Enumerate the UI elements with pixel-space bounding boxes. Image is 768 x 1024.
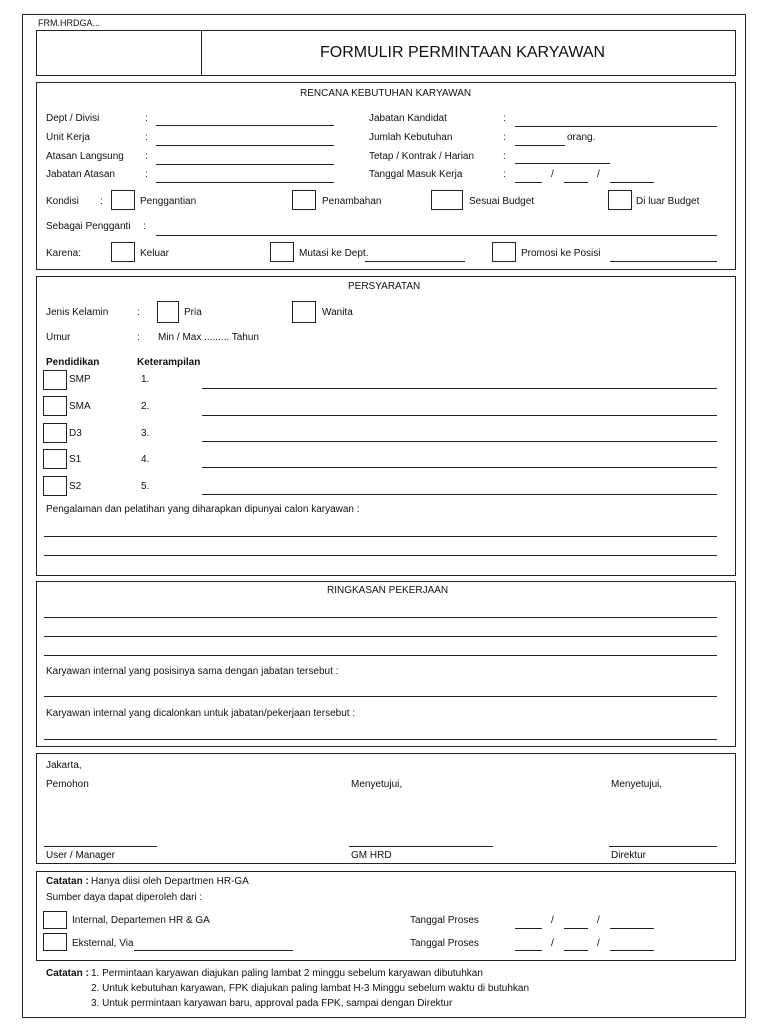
keterampilan-heading: Keterampilan	[137, 357, 201, 368]
pemohon-label: Pemohon	[46, 779, 89, 790]
tanggal-masuk-label: Tanggal Masuk Kerja	[369, 169, 463, 180]
karena-option-label: Promosi ke Posisi	[521, 248, 601, 259]
colon: :	[145, 113, 148, 124]
keterampilan-field-5[interactable]	[202, 494, 717, 495]
colon: :	[503, 151, 506, 162]
mutasi-dept-field[interactable]	[365, 261, 465, 262]
keterampilan-field-3[interactable]	[202, 441, 717, 442]
atasan-field[interactable]	[156, 164, 334, 165]
jabatan-kandidat-field[interactable]	[515, 126, 717, 127]
colon: :	[145, 169, 148, 180]
pengganti-field[interactable]	[156, 235, 717, 236]
date-separator: /	[551, 938, 554, 949]
colon: :	[143, 221, 146, 232]
atasan-label: Atasan Langsung	[46, 151, 124, 162]
keterampilan-field-4[interactable]	[202, 467, 717, 468]
pengalaman-field-2[interactable]	[44, 555, 717, 556]
gm-hrd-label: GM HRD	[351, 850, 392, 861]
jabatan-kandidat-label: Jabatan Kandidat	[369, 113, 447, 124]
user-manager-label: User / Manager	[46, 850, 115, 861]
pengganti-label: Sebagai Pengganti	[46, 221, 131, 232]
colon: :	[503, 113, 506, 124]
jabatan-atasan-field[interactable]	[156, 182, 334, 183]
karena-promosi-checkbox[interactable]	[492, 242, 516, 262]
dept-field[interactable]	[156, 125, 334, 126]
jumlah-suffix: orang.	[567, 132, 596, 143]
ringkasan-field-1[interactable]	[44, 617, 717, 618]
kondisi-option-label: Di luar Budget	[636, 196, 700, 207]
kondisi-sesuai-budget-checkbox[interactable]	[431, 190, 463, 210]
tanggal-month-field[interactable]	[564, 182, 588, 183]
form-title: FORMULIR PERMINTAAN KARYAWAN	[320, 44, 606, 61]
colon: :	[145, 132, 148, 143]
kondisi-penambahan-checkbox[interactable]	[292, 190, 316, 210]
pendidikan-s1-checkbox[interactable]	[43, 449, 67, 469]
jenis-kelamin-label: Jenis Kelamin	[46, 307, 109, 318]
pengalaman-label: Pengalaman dan pelatihan yang diharapkan dipunyai calon karyawan :	[46, 504, 360, 515]
signature-direktur-line[interactable]	[609, 846, 717, 847]
promosi-posisi-field[interactable]	[610, 261, 717, 262]
ringkasan-field-3[interactable]	[44, 655, 717, 656]
keterampilan-field-2[interactable]	[202, 415, 717, 416]
karena-option-label: Keluar	[140, 248, 169, 259]
catatan-note: 3. Untuk permintaan karyawan baru, approval pada FPK, sampai dengan Direktur	[91, 998, 453, 1009]
internal-sama-label: Karyawan internal yang posisinya sama dengan jabatan tersebut :	[46, 666, 339, 677]
pendidikan-sma-checkbox[interactable]	[43, 396, 67, 416]
catatan-note: 1. Permintaan karyawan diajukan paling lambat 2 minggu sebelum karyawan dibutuhkan	[91, 968, 483, 979]
ringkasan-heading: RINGKASAN PEKERJAAN	[327, 585, 449, 596]
keterampilan-number: 4.	[141, 454, 150, 465]
umur-label: Umur	[46, 332, 71, 343]
karena-label: Karena:	[46, 248, 82, 259]
date-separator: /	[597, 169, 600, 180]
colon: :	[137, 307, 140, 318]
proses2-day-field[interactable]	[515, 950, 542, 951]
colon: :	[100, 196, 103, 207]
keterampilan-number: 3.	[141, 428, 150, 439]
keterampilan-number: 2.	[141, 401, 150, 412]
gender-pria-checkbox[interactable]	[157, 301, 179, 323]
proses1-month-field[interactable]	[564, 928, 588, 929]
kondisi-option-label: Penambahan	[322, 196, 382, 207]
signature-gm-line[interactable]	[349, 846, 493, 847]
keterampilan-number: 5.	[141, 481, 150, 492]
gender-wanita-checkbox[interactable]	[292, 301, 316, 323]
gender-option-label: Pria	[184, 307, 202, 318]
signature-section	[36, 753, 736, 864]
karena-mutasi-checkbox[interactable]	[270, 242, 294, 262]
proses1-year-field[interactable]	[610, 928, 654, 929]
menyetujui-direktur-label: Menyetujui,	[611, 779, 663, 790]
date-separator: /	[597, 938, 600, 949]
status-label: Tetap / Kontrak / Harian	[369, 151, 475, 162]
pendidikan-option-label: S2	[69, 481, 82, 492]
pengalaman-field-1[interactable]	[44, 536, 717, 537]
catatan-note: 2. Untuk kebutuhan karyawan, FPK diajukan paling lambat H-3 Minggu sebelum waktu di butuhkan	[91, 983, 530, 994]
eksternal-checkbox[interactable]	[43, 933, 67, 951]
catatan-hrga-label: Catatan :	[46, 876, 89, 887]
unit-field[interactable]	[156, 145, 334, 146]
umur-range: Min / Max ......... Tahun	[158, 332, 259, 343]
eksternal-option-label: Eksternal, Via	[72, 938, 134, 949]
date-separator: /	[551, 169, 554, 180]
karena-keluar-checkbox[interactable]	[111, 242, 135, 262]
direktur-label: Direktur	[611, 850, 647, 861]
persyaratan-section	[36, 276, 736, 576]
signature-user-line[interactable]	[44, 846, 157, 847]
jumlah-label: Jumlah Kebutuhan	[369, 132, 453, 143]
pendidikan-option-label: S1	[69, 454, 82, 465]
colon: :	[145, 151, 148, 162]
catatan-hrga-text: Hanya diisi oleh Departmen HR-GA	[91, 876, 249, 887]
proses2-month-field[interactable]	[564, 950, 588, 951]
internal-calon-label: Karyawan internal yang dicalonkan untuk jabatan/pekerjaan tersebut :	[46, 708, 356, 719]
colon: :	[503, 132, 506, 143]
jumlah-field[interactable]	[515, 145, 565, 146]
eksternal-via-field[interactable]	[134, 950, 293, 951]
unit-label: Unit Kerja	[46, 132, 90, 143]
pendidikan-smp-checkbox[interactable]	[43, 370, 67, 390]
tanggal-proses-label: Tanggal Proses	[410, 915, 479, 926]
kondisi-label: Kondisi	[46, 196, 79, 207]
ringkasan-field-2[interactable]	[44, 636, 717, 637]
rencana-heading: RENCANA KEBUTUHAN KARYAWAN	[300, 88, 472, 99]
kondisi-option-label: Sesuai Budget	[469, 196, 535, 207]
proses2-year-field[interactable]	[610, 950, 654, 951]
karena-option-label: Mutasi ke Dept.	[299, 248, 369, 259]
dept-label: Dept / Divisi	[46, 113, 100, 124]
kondisi-option-label: Penggantian	[140, 196, 197, 207]
internal-option-label: Internal, Departemen HR & GA	[72, 915, 210, 926]
jabatan-atasan-label: Jabatan Atasan	[46, 169, 115, 180]
ringkasan-section	[36, 581, 736, 747]
internal-sama-field[interactable]	[44, 696, 717, 697]
internal-checkbox[interactable]	[43, 911, 67, 929]
menyetujui-gm-label: Menyetujui,	[351, 779, 403, 790]
kondisi-penggantian-checkbox[interactable]	[111, 190, 135, 210]
form-code: FRM.HRDGA...	[38, 18, 100, 28]
keterampilan-number: 1.	[141, 374, 150, 385]
status-field[interactable]	[515, 163, 610, 164]
pendidikan-option-label: SMP	[69, 374, 91, 385]
proses1-day-field[interactable]	[515, 928, 542, 929]
gender-option-label: Wanita	[322, 307, 353, 318]
catatan-footer-label: Catatan :	[46, 968, 89, 979]
colon: :	[503, 169, 506, 180]
date-separator: /	[551, 915, 554, 926]
pendidikan-option-label: SMA	[69, 401, 91, 412]
keterampilan-field-1[interactable]	[202, 388, 717, 389]
header-divider	[201, 30, 202, 76]
pendidikan-heading: Pendidikan	[46, 357, 100, 368]
pendidikan-d3-checkbox[interactable]	[43, 423, 67, 443]
pendidikan-option-label: D3	[69, 428, 82, 439]
date-separator: /	[597, 915, 600, 926]
colon: :	[137, 332, 140, 343]
kondisi-luar-budget-checkbox[interactable]	[608, 190, 632, 210]
tanggal-day-field[interactable]	[515, 182, 542, 183]
pendidikan-s2-checkbox[interactable]	[43, 476, 67, 496]
tanggal-proses-label: Tanggal Proses	[410, 938, 479, 949]
sumber-label: Sumber daya dapat diperoleh dari :	[46, 892, 203, 903]
tanggal-year-field[interactable]	[610, 182, 654, 183]
internal-calon-field[interactable]	[44, 739, 717, 740]
city-date-label: Jakarta,	[46, 760, 82, 771]
persyaratan-heading: PERSYARATAN	[348, 281, 421, 292]
